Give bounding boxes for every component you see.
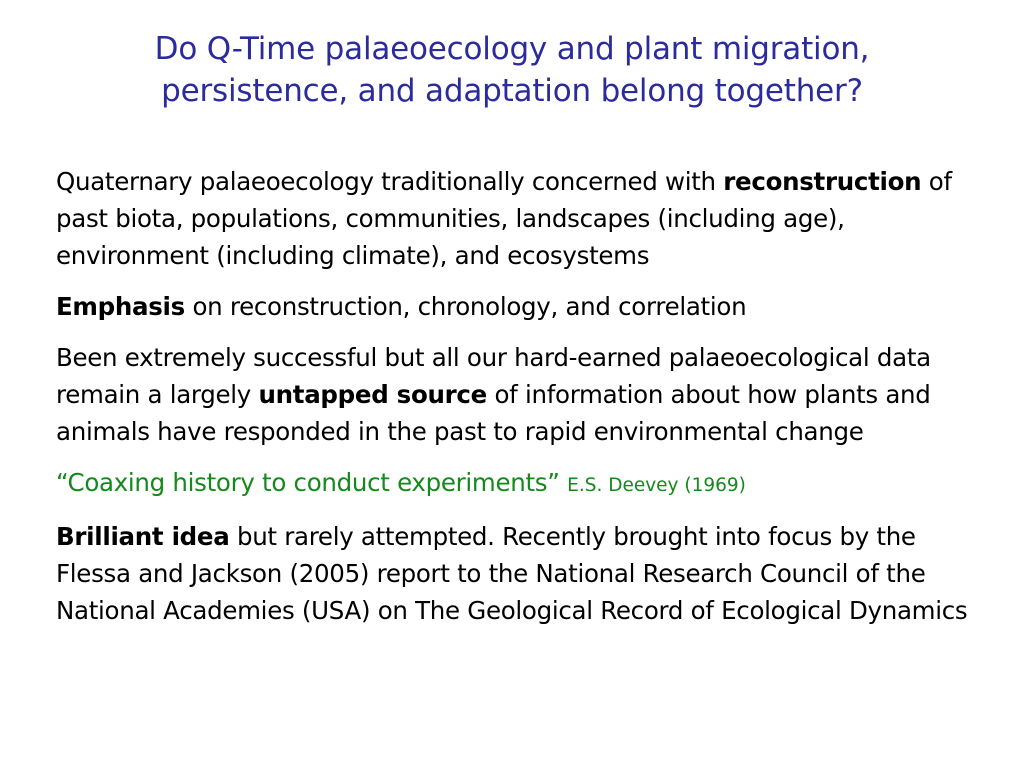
paragraph-2-bold: Emphasis (56, 292, 185, 321)
slide-body (56, 163, 996, 643)
paragraph-2-rest: on reconstruction, chronology, and correlation (184, 292, 747, 321)
slide-title (40, 28, 984, 112)
paragraph-1-bold: reconstruction (723, 167, 922, 196)
quote-text: “Coaxing history to conduct experiments” (56, 468, 568, 497)
title-line-2: persistence, and adaptation belong together? (161, 73, 863, 109)
paragraph-3-intro: Been extremely successful but all our hard-earned palaeoecological data remain a largely (56, 343, 931, 409)
paragraph-5-rest: but rarely attempted. Recently brought into focus by the Flessa and Jackson (2005) report to the National Research Council of the National Academies (USA) on The Geological Record of Ecological Dynamics (56, 522, 968, 625)
paragraph-1-rest: of past biota, populations, communities, landscapes (including age), environment (including climate), and ecosystems (56, 167, 952, 270)
paragraph-brilliant-idea (56, 518, 996, 629)
paragraph-emphasis (56, 288, 996, 325)
quote-attribution: E.S. Deevey (1969) (567, 475, 746, 496)
paragraph-3-rest: of information about how plants and animals have responded in the past to rapid environmental change (56, 380, 931, 446)
paragraph-5-bold: Brilliant idea (56, 522, 230, 551)
title-line-1: Do Q-Time palaeoecology and plant migration, (154, 31, 870, 67)
paragraph-1-intro: Quaternary palaeoecology traditionally concerned with (56, 167, 724, 196)
paragraph-reconstruction (56, 163, 996, 274)
paragraph-untapped-source (56, 339, 996, 450)
paragraph-quote (56, 464, 996, 504)
paragraph-3-bold: untapped source (258, 380, 487, 409)
